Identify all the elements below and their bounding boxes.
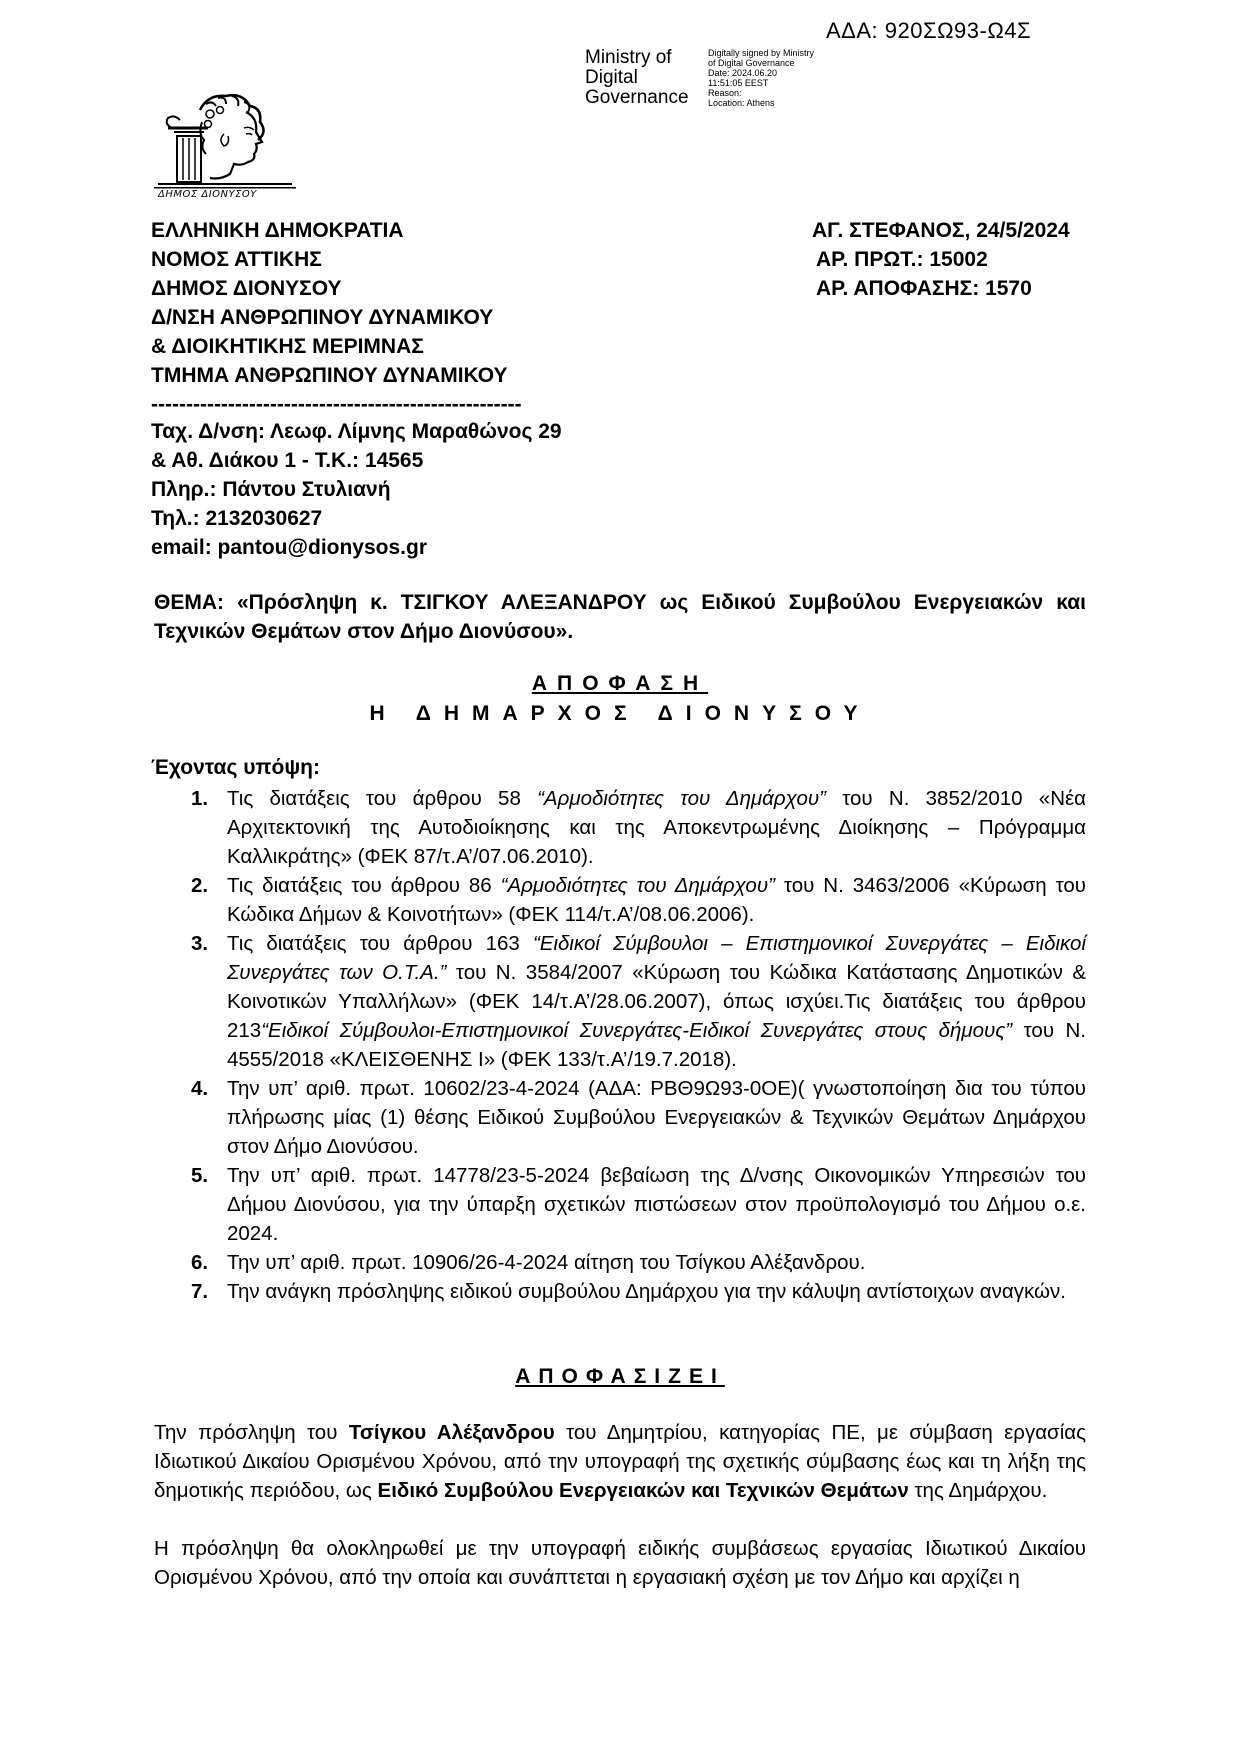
text-run: Τις διατάξεις του άρθρου 86 <box>227 874 501 897</box>
text-run: του Ν. 3584/2007 «Κύρωση του Κώδικα Κατάστασης Δημοτικών & Κοινοτικών Υπαλλήλων» (ΦΕΚ 14/τ.Α’/28.06.2007), όπως ισχύει.Τις διατάξεις του άρθρου 213 <box>227 961 1087 1042</box>
contact-address: Ταχ. Δ/νση: Λεωφ. Λίμνης Μαραθώνος 29 <box>151 420 562 443</box>
issuer-block <box>151 216 522 419</box>
separator-line: ----------------------------------------------------- <box>151 393 522 416</box>
list-item <box>151 784 1086 871</box>
issuer-line: & ΔΙΟΙΚΗΤΙΚΗΣ ΜΕΡΙΜΝΑΣ <box>151 335 424 358</box>
signature-organization <box>585 48 689 108</box>
decides-title-text: ΑΠΟΦΑΣΙΖΕΙ <box>515 1365 725 1388</box>
considering-heading: Έχοντας υπόψη: <box>151 756 320 779</box>
list-item-number: 5. <box>191 1164 209 1187</box>
signature-org-line: Governance <box>585 87 689 108</box>
signature-detail-line: Digitally signed by Ministry <box>708 48 815 58</box>
decision-title-text: ΑΠΟΦΑΣΗ <box>531 672 709 695</box>
municipality-logo <box>150 88 300 206</box>
text-run: Τις διατάξεις του άρθρου 58 <box>227 787 538 810</box>
text-run: του Ν. 3463/2006 «Κύρωση του Κώδικα Δήμων & Κοινοτήτων» (ΦΕΚ 114/τ.Α’/08.06.2006). <box>227 874 1087 926</box>
issuer-line: Δ/ΝΣΗ ΑΝΘΡΩΠΙΝΟΥ ΔΥΝΑΜΙΚΟΥ <box>151 306 494 329</box>
protocol-number: ΑΡ. ΠΡΩΤ.: 15002 <box>816 248 988 271</box>
list-item <box>151 1277 1086 1306</box>
text-run: Την πρόσληψη του <box>154 1421 349 1444</box>
signature-detail-line: Location: Athens <box>708 98 775 108</box>
text-run: Την υπ’ αριθ. πρωτ. 10906/26-4-2024 αίτηση του Τσίγκου Αλέξανδρου. <box>227 1251 866 1274</box>
signature-org-line: Digital <box>585 67 638 88</box>
signature-detail-line: Date: 2024.06.20 <box>708 68 778 78</box>
issuer-line: ΕΛΛΗΝΙΚΗ ΔΗΜΟΚΡΑΤΙΑ <box>151 219 404 242</box>
bold-text: Τσίγκου Αλέξανδρου <box>348 1421 555 1444</box>
signature-detail-line: of Digital Governance <box>708 58 795 68</box>
subject-line: Τεχνικών Θεμάτων στον Δήμο Διονύσου». <box>154 620 574 643</box>
logo-caption: ΔΗΜΟΣ ΔΙΟΝΥΣΟΥ <box>158 189 257 200</box>
italic-text: “Ειδικοί Σύμβουλοι-Επιστημονικοί Συνεργάτες-Ειδικοί Συνεργάτες στους δήμους” <box>261 1019 1013 1042</box>
issuer-line: ΤΜΗΜΑ ΑΝΘΡΩΠΙΝΟΥ ΔΥΝΑΜΙΚΟΥ <box>151 364 508 387</box>
list-item-number: 2. <box>191 874 209 897</box>
text-run: Τις διατάξεις του άρθρου 163 <box>227 932 533 955</box>
italic-text: “Αρμοδιότητες του Δημάρχου” <box>537 787 826 810</box>
text-run: του Ν. 4555/2018 «ΚΛΕΙΣΘΕΝΗΣ Ι» (ΦΕΚ 133/τ.Α’/19.7.2018). <box>227 1019 1087 1071</box>
considerations-list <box>151 784 1086 1306</box>
text-run: του Δημητρίου, κατηγορίας ΠΕ, με σύμβαση εργασίας Ιδιωτικού Δικαίου Ορισμένου Χρόνου, από την υπογραφή της σχετικής σύμβασης έως και τη λήξη της δημοτικής περιόδου, ως <box>154 1421 1086 1502</box>
decision-paragraph <box>154 1418 1086 1505</box>
list-item-number: 1. <box>191 787 209 810</box>
subject <box>154 588 1086 646</box>
signature-org-line: Ministry of <box>585 47 672 68</box>
contact-person: Πληρ.: Πάντου Στυλιανή <box>151 478 391 501</box>
subject-line: ΘΕΜΑ: «Πρόσληψη κ. ΤΣΙΓΚΟΥ ΑΛΕΞΑΝΔΡΟΥ ως Ειδικού Συμβούλου Ενεργειακών και <box>154 591 1086 614</box>
list-item <box>151 1074 1086 1161</box>
contact-phone: Τηλ.: 2132030627 <box>151 507 323 530</box>
issuer-line: ΔΗΜΟΣ ΔΙΟΝΥΣΟΥ <box>151 277 342 300</box>
list-item-number: 7. <box>191 1280 209 1303</box>
decision-number: ΑΡ. ΑΠΟΦΑΣΗΣ: 1570 <box>816 277 1032 300</box>
list-item <box>151 1248 1086 1277</box>
decides-title <box>0 1365 1240 1389</box>
ada-number: ΑΔΑ: 920ΣΩ93-Ω4Σ <box>826 18 1032 43</box>
italic-text: “Αρμοδιότητες του Δημάρχου” <box>500 874 775 897</box>
list-item-number: 4. <box>191 1077 209 1100</box>
bold-text: Ειδικό Συμβούλου Ενεργειακών και Τεχνικών Θεμάτων <box>377 1479 909 1502</box>
reference-block <box>812 216 1070 303</box>
list-item <box>151 1161 1086 1248</box>
list-item <box>151 871 1086 929</box>
hiring-paragraph: Η πρόσληψη θα ολοκληρωθεί με την υπογραφή ειδικής συμβάσεως εργασίας Ιδιωτικού Δικαίου Ορισμένου Χρόνου, από την οποία και συνάπτεται η εργασιακή σχέση με τον Δήμο και αρχίζει η <box>154 1537 1086 1589</box>
place-date: ΑΓ. ΣΤΕΦΑΝΟΣ, 24/5/2024 <box>812 219 1070 242</box>
decision-title <box>0 672 1240 696</box>
signature-detail-line: Reason: <box>708 88 742 98</box>
text-run: Την υπ’ αριθ. πρωτ. 14778/23-5-2024 βεβαίωση της Δ/νσης Οικονομικών Υπηρεσιών του Δήμου Διονύσου, για την ύπαρξη σχετικών πιστώσεων στον προϋπολογισμό του Δήμου ο.ε. 2024. <box>227 1164 1086 1245</box>
signature-details <box>708 48 814 108</box>
text-run: Την υπ’ αριθ. πρωτ. 10602/23-4-2024 (ΑΔΑ: ΡΒΘ9Ω93-0ΟΕ)( γνωστοποίηση δια του τύπου πλήρωσης μίας (1) θέσης Ειδικού Συμβούλου Ενεργειακών & Τεχνικών Θεμάτων Δημάρχου στον Δήμο Διονύσου. <box>227 1077 1086 1158</box>
list-item-number: 6. <box>191 1251 209 1274</box>
mayor-title: Η ΔΗΜΑΡΧΟΣ ΔΙΟΝΥΣΟΥ <box>369 702 871 725</box>
list-item-number: 3. <box>191 932 209 955</box>
list-item <box>151 929 1086 1074</box>
text-run: της Δημάρχου. <box>908 1479 1048 1502</box>
contact-block <box>151 417 562 562</box>
text-run: Την ανάγκη πρόσληψης ειδικού συμβούλου Δημάρχου για την κάλυψη αντίστοιχων αναγκών. <box>227 1280 1066 1303</box>
issuer-line: ΝΟΜΟΣ ΑΤΤΙΚΗΣ <box>151 248 322 271</box>
italic-text: “Ειδικοί Σύμβουλοι – Επιστημονικοί Συνεργάτες – Ειδικοί Συνεργάτες των Ο.Τ.Α.” <box>227 932 1086 984</box>
contact-email: email: pantou@dionysos.gr <box>151 536 428 559</box>
contact-address-2: & Αθ. Διάκου 1 - Τ.Κ.: 14565 <box>151 449 424 472</box>
text-run: του Ν. 3852/2010 «Νέα Αρχιτεκτονική της Αυτοδιοίκησης και της Αποκεντρωμένης Διοίκησης – Πρόγραμμα Καλλικράτης» (ΦΕΚ 87/τ.Α’/07.06.2010). <box>227 787 1087 868</box>
signature-detail-line: 11:51:05 EEST <box>708 78 769 88</box>
